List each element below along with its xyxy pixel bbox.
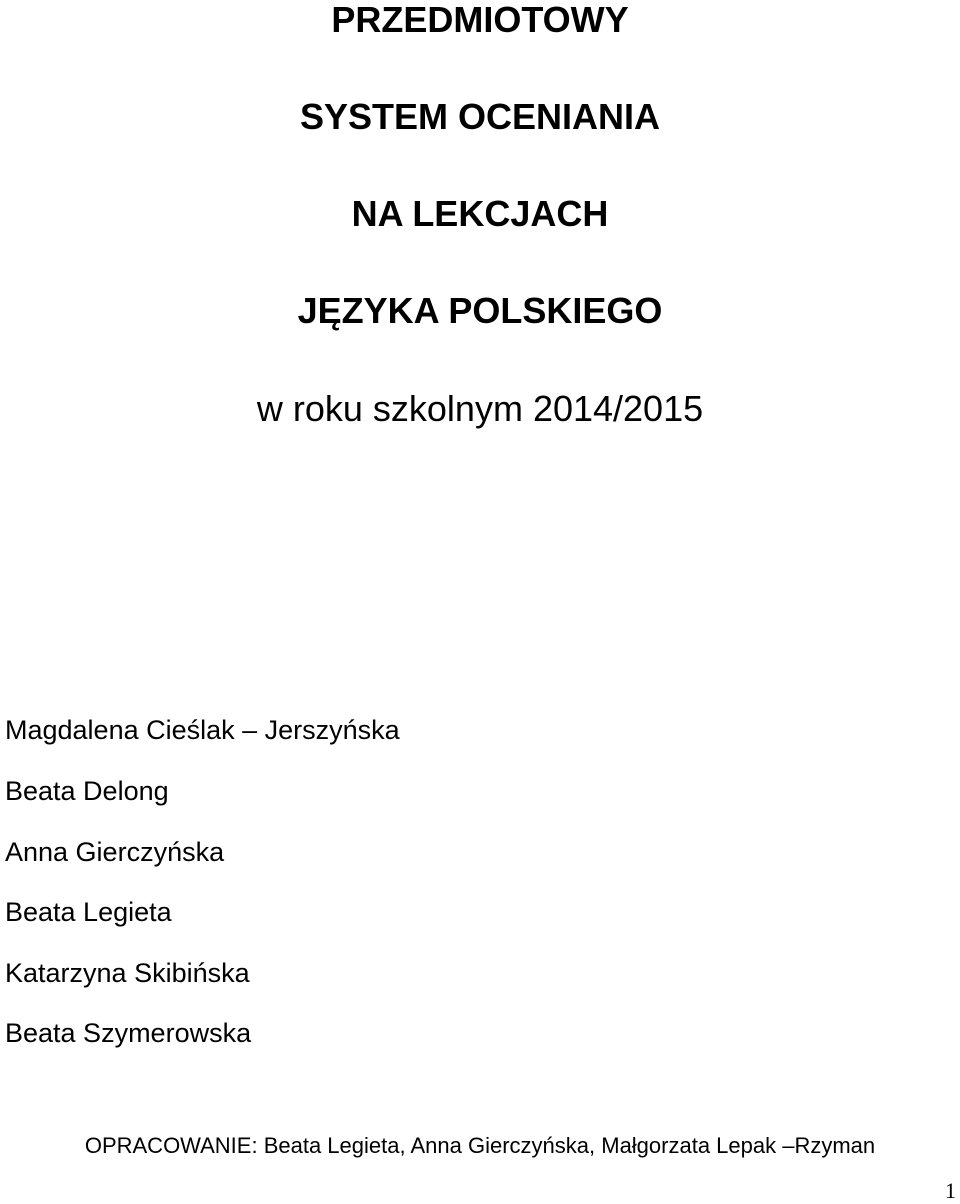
author-name: Beata Legieta xyxy=(5,897,172,927)
author-name: Anna Gierczyńska xyxy=(5,837,225,867)
author-name: Katarzyna Skibińska xyxy=(5,958,250,988)
title-line-1: PRZEDMIOTOWY xyxy=(331,0,629,40)
title-line-3: NA LEKCJACH xyxy=(351,193,609,234)
title-line-2: SYSTEM OCENIANIA xyxy=(299,96,661,137)
author-name: Magdalena Cieślak – Jerszyńska xyxy=(5,715,400,745)
author-name: Beata Szymerowska xyxy=(5,1018,252,1048)
prepared-by-credit: OPRACOWANIE: Beata Legieta, Anna Gierczyńska, Małgorzata Lepak –Rzyman xyxy=(84,1133,876,1158)
school-year-subtitle: w roku szkolnym 2014/2015 xyxy=(256,388,704,429)
title-line-4: JĘZYKA POLSKIEGO xyxy=(297,290,663,331)
page-number: 1 xyxy=(945,1178,956,1203)
author-name: Beata Delong xyxy=(5,776,169,806)
